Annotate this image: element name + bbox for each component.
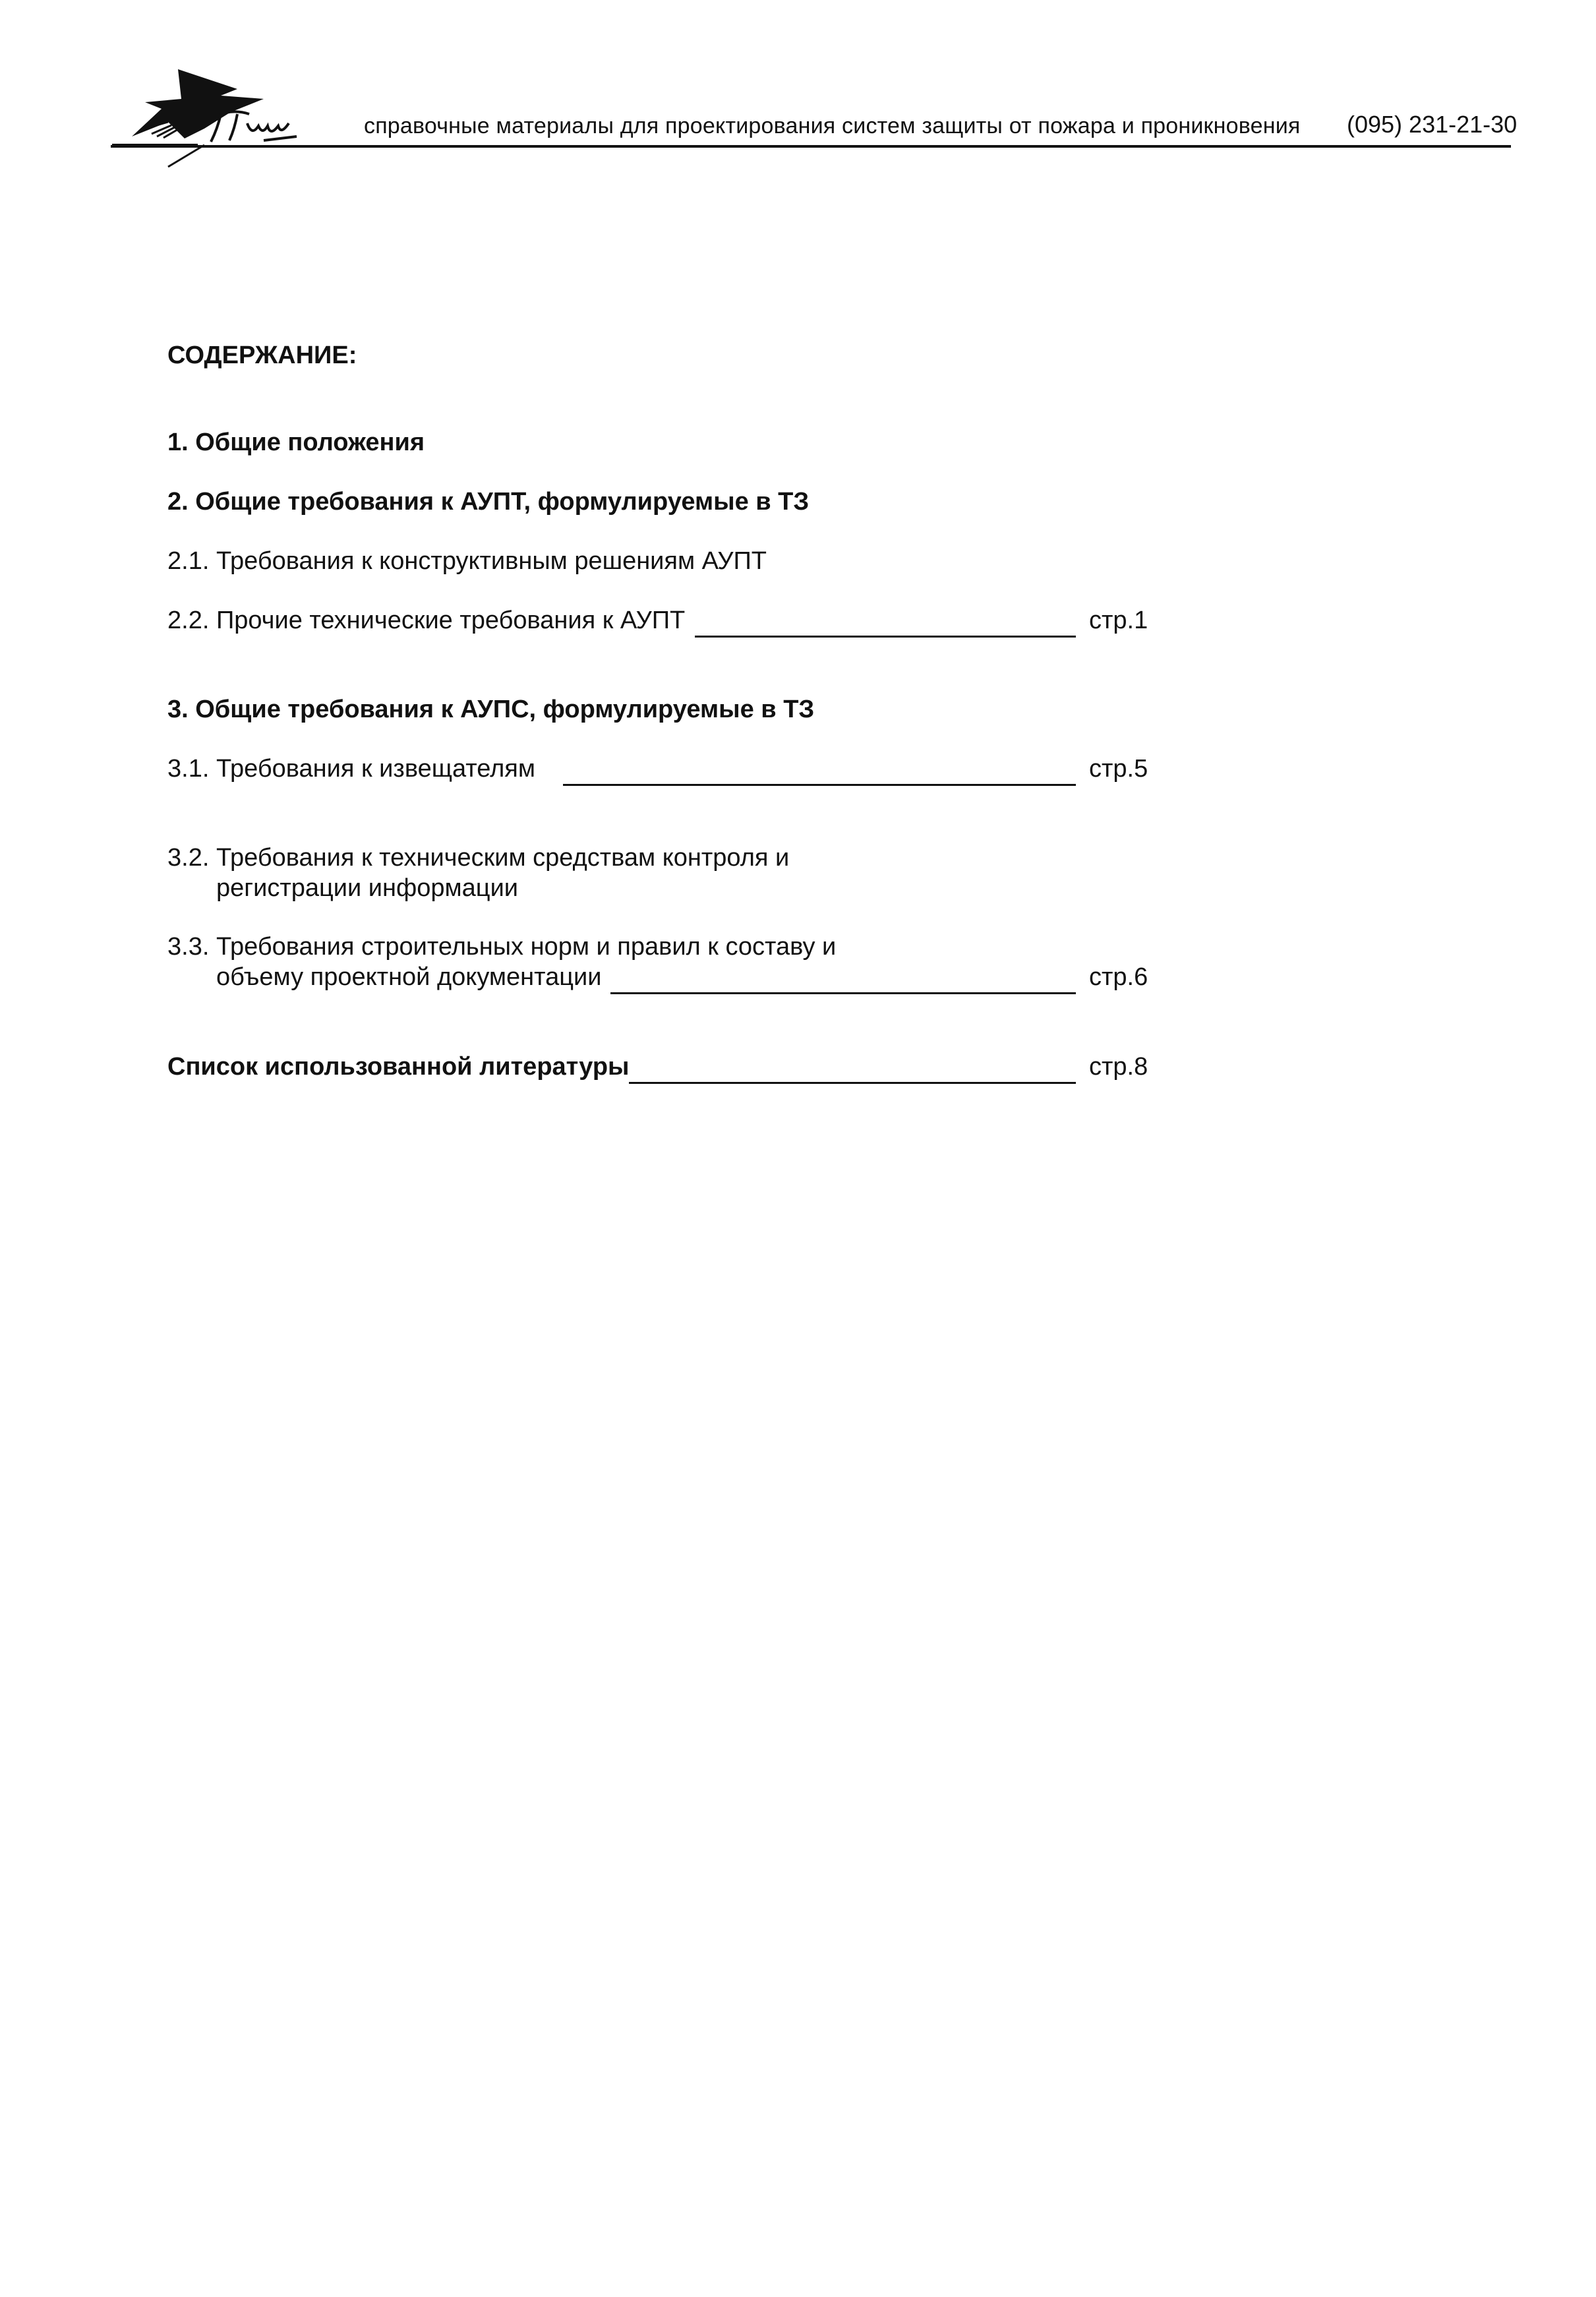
toc-leader-line bbox=[610, 992, 1076, 994]
toc-entry-label: объему проектной документации bbox=[216, 963, 602, 991]
toc-entry-2-1: 2.1. Требования к конструктивным решениям АУПТ bbox=[167, 547, 767, 575]
header-phone: (095) 231-21-30 bbox=[1347, 111, 1518, 138]
toc-page-number: стр.5 bbox=[1089, 755, 1148, 783]
company-logo bbox=[105, 63, 316, 168]
toc-entry-label: 2.2. Прочие технические требования к АУПТ bbox=[167, 607, 686, 634]
toc-entry-2: 2. Общие требования к АУПТ, формулируемые в ТЗ bbox=[167, 488, 810, 516]
toc-entry-3-3-continued bbox=[167, 963, 1156, 1003]
toc-leader-line bbox=[695, 636, 1076, 638]
toc-entry-1: 1. Общие положения bbox=[167, 429, 425, 456]
toc-page-number: стр.6 bbox=[1089, 963, 1148, 991]
toc-page-number: стр.1 bbox=[1089, 607, 1148, 634]
header-divider bbox=[111, 145, 1511, 148]
toc-entry-3-2-continued: регистрации информации bbox=[216, 874, 519, 902]
toc-entry-3-3: 3.3. Требования строительных норм и правил к составу и bbox=[167, 933, 837, 961]
toc-entry-3: 3. Общие требования к АУПС, формулируемые в ТЗ bbox=[167, 696, 815, 723]
toc-entry-3-1 bbox=[167, 755, 1156, 794]
page-header bbox=[0, 0, 1596, 171]
toc-leader-line bbox=[563, 784, 1076, 786]
toc-entry-2-2 bbox=[167, 607, 1156, 646]
toc-leader-line bbox=[629, 1082, 1076, 1084]
toc-entry-label: Список использованной литературы bbox=[167, 1053, 630, 1081]
header-subtitle: справочные материалы для проектирования систем защиты от пожара и проникновения bbox=[364, 113, 1301, 138]
toc-entry-3-2: 3.2. Требования к техническим средствам контроля и bbox=[167, 844, 790, 872]
toc-page-number: стр.8 bbox=[1089, 1053, 1148, 1081]
toc-entry-bibliography bbox=[167, 1053, 1156, 1092]
toc-entry-label: 3.1. Требования к извещателям bbox=[167, 755, 536, 783]
toc-title: СОДЕРЖАНИЕ: bbox=[167, 342, 357, 369]
